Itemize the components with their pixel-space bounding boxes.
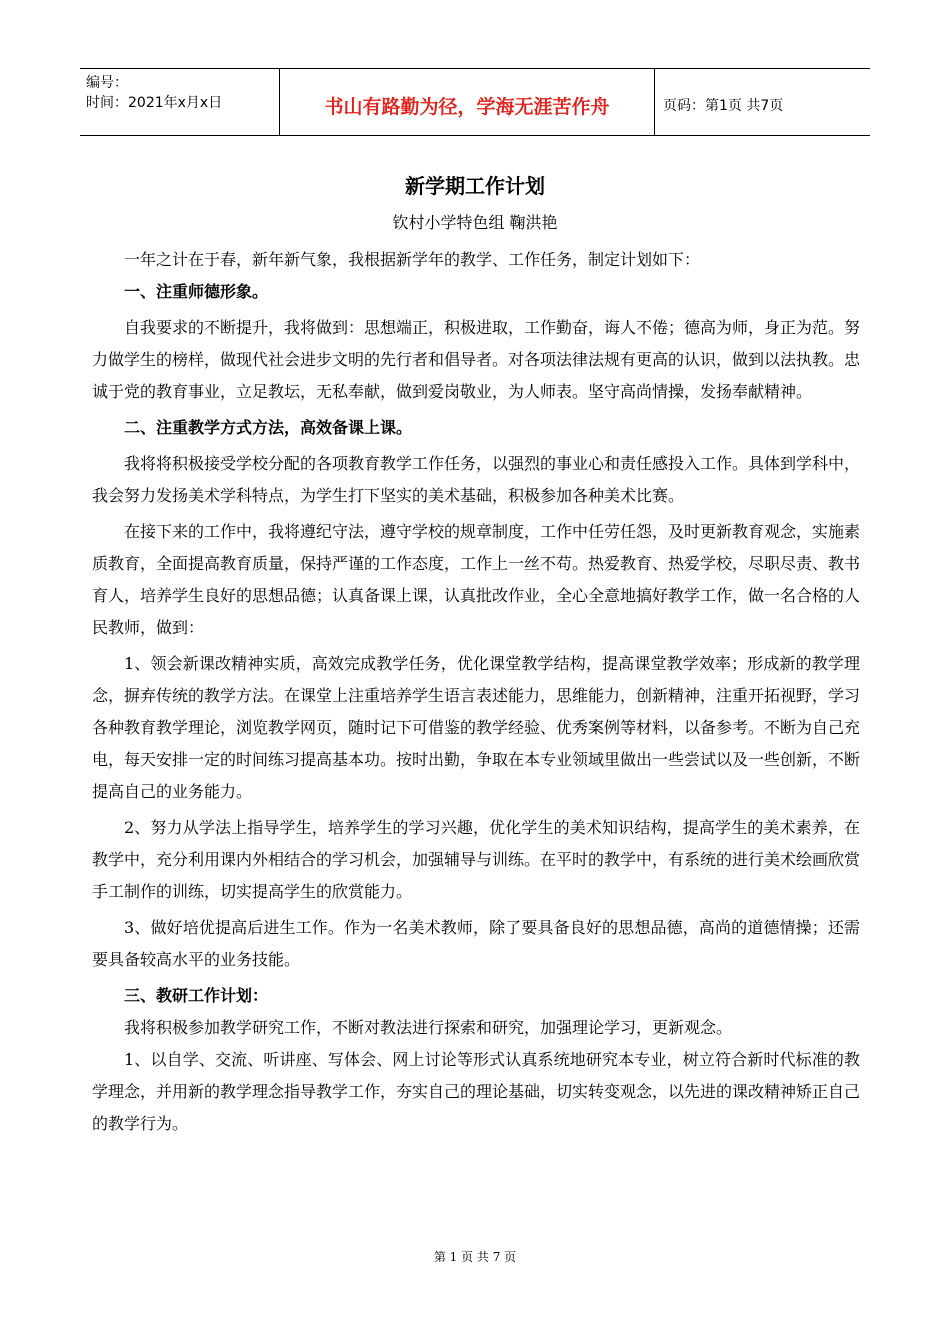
- section2-paragraph-1: 我将将积极接受学校分配的各项教育教学工作任务，以强烈的事业心和责任感投入工作。具体到学科中，我会努力发扬美术学科特点，为学生打下坚实的美术基础，积极参加各种美术比赛。: [92, 454, 861, 505]
- page-footer: 第 1 页 共 7 页: [433, 1250, 517, 1264]
- document-title: 新学期工作计划: [405, 174, 545, 198]
- document-header: [80, 68, 870, 136]
- document-number-label: 编号：: [86, 75, 128, 91]
- section2-paragraph-4: 2、努力从学法上指导学生，培养学生的学习兴趣，优化学生的美术知识结构，提高学生的美术素养，在教学中，充分利用课内外相结合的学习机会，加强辅导与训练。在平时的教学中，有系统的进行美术绘画欣赏手工制作的训练，切实提高学生的欣赏能力。: [92, 818, 861, 901]
- section3-paragraph-2: 1、以自学、交流、听讲座、写体会、网上讨论等形式认真系统地研究本专业，树立符合新时代标准的教学理念，并用新的教学理念指导教学工作，夯实自己的理论基础，切实转变观念，以先进的课改精神矫正自己的教学行为。: [92, 1050, 861, 1133]
- section2-paragraph-5: 3、做好培优提高后进生工作。作为一名美术教师，除了要具备良好的思想品德，高尚的道德情操；还需要具备较高水平的业务技能。: [92, 918, 860, 969]
- section-heading-2: 二、注重教学方式方法，高效备课上课。: [124, 418, 413, 437]
- header-motto: 书山有路勤为径，学海无涯苦作舟: [280, 69, 655, 135]
- section1-paragraph-1: 自我要求的不断提升，我将做到：思想端正，积极进取，工作勤奋，诲人不倦；德高为师，身正为范。努力做学生的榜样，做现代社会进步文明的先行者和倡导者。对各项法律法规有更高的认识，做到以法执教。忠诚于党的教育事业，立足教坛，无私奉献，做到爱岗敬业，为人师表。坚守高尚情操，发扬奉献精神。: [92, 318, 861, 401]
- section2-paragraph-3: 1、领会新课改精神实质，高效完成教学任务，优化课堂教学结构，提高课堂教学效率；形成新的教学理念，摒弃传统的教学方法。在课堂上注重培养学生语言表述能力，思维能力，创新精神，注重开拓视野，学习各种教育教学理论，浏览教学网页，随时记下可借鉴的教学经验、优秀案例等材料，以备参考。不断为自己充电，每天安排一定的时间练习提高基本功。按时出勤，争取在本专业领域里做出一些尝试以及一些创新，不断提高自己的业务能力。: [92, 654, 861, 801]
- document-time-label: 时间：2021年x月x日: [86, 95, 223, 111]
- document-body: [92, 244, 860, 1140]
- section3-paragraph-1: 我将积极参加教学研究工作，不断对教法进行探索和研究，加强理论学习，更新观念。: [124, 1018, 733, 1037]
- header-page-code: 页码：第1页 共7页: [663, 98, 784, 114]
- header-meta: [80, 69, 280, 135]
- section-heading-3: 三、教研工作计划：: [124, 986, 269, 1005]
- section2-paragraph-2: 在接下来的工作中，我将遵纪守法，遵守学校的规章制度，工作中任劳任怨，及时更新教育观念，实施素质教育，全面提高教育质量，保持严谨的工作态度，工作上一丝不苟。热爱教育、热爱学校，尽职尽责、教书育人，培养学生良好的思想品德；认真备课上课，认真批改作业，全心全意地搞好教学工作，做一名合格的人民教师，做到：: [92, 522, 861, 637]
- document-author: 钦村小学特色组 鞠洪艳: [392, 213, 558, 232]
- intro-paragraph: 一年之计在于春，新年新气象，我根据新学年的教学、工作任务，制定计划如下：: [124, 250, 701, 269]
- section-heading-1: 一、注重师德形象。: [124, 282, 269, 301]
